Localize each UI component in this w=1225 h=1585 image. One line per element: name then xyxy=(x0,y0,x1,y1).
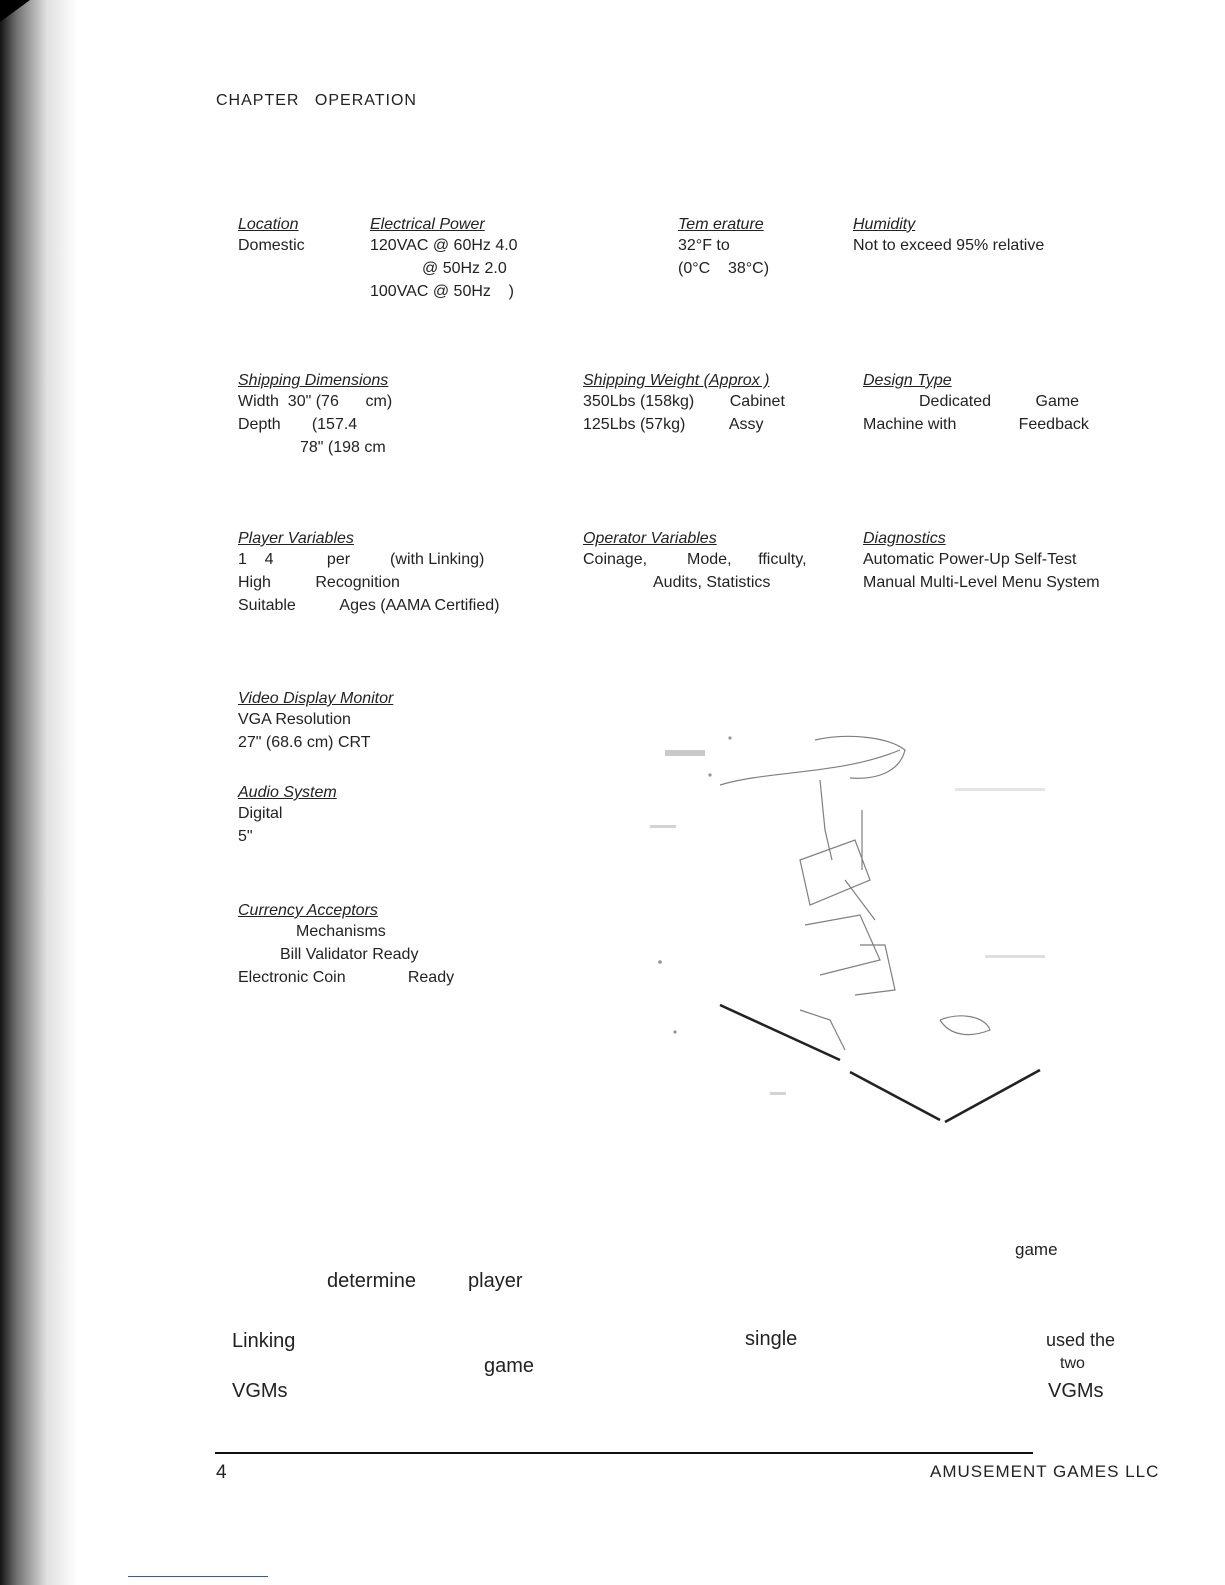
cabinet-illustration xyxy=(600,720,1070,1140)
spec-label: Location xyxy=(238,216,299,233)
spec-humidity xyxy=(853,216,1044,257)
footer-rule xyxy=(215,1452,1033,1454)
body-word: VGMs xyxy=(232,1380,288,1402)
spec-shipping-dimensions xyxy=(238,372,392,459)
body-word: game xyxy=(1015,1240,1058,1259)
spec-line: Dedicated Game xyxy=(919,393,1080,410)
running-header xyxy=(216,92,417,110)
spec-line: 350Lbs (158kg) Cabinet xyxy=(583,393,785,410)
spec-line: Not to exceed 95% relative xyxy=(853,237,1045,254)
spec-temperature xyxy=(678,216,769,280)
spec-line: 120VAC @ 60Hz 4.0 xyxy=(370,237,518,254)
spec-label: Shipping Dimensions xyxy=(238,372,389,389)
body-word: player xyxy=(468,1270,523,1292)
spec-line: 100VAC @ 50Hz ) xyxy=(370,283,514,300)
spec-line: High Recognition xyxy=(238,574,400,591)
chapter-label: CHAPTER xyxy=(216,92,300,109)
spec-line: VGA Resolution xyxy=(238,711,351,728)
spec-video-display xyxy=(238,690,393,754)
spec-electrical xyxy=(370,216,518,303)
bottom-link-underline xyxy=(128,1576,268,1577)
body-word: used the xyxy=(1046,1330,1116,1350)
spec-audio-system xyxy=(238,784,337,848)
spec-design-type xyxy=(863,372,1089,436)
spec-shipping-weight xyxy=(583,372,785,436)
spec-label: Currency Acceptors xyxy=(238,902,378,919)
spec-label: Diagnostics xyxy=(863,530,946,547)
chapter-title: OPERATION xyxy=(314,92,417,109)
spec-label: Electrical Power xyxy=(370,216,485,233)
spec-line: Electronic Coin Ready xyxy=(238,969,455,986)
scan-shadow-edge xyxy=(0,0,78,1585)
footer-company: AMUSEMENT GAMES LLC xyxy=(930,1462,1160,1481)
spec-line: 78" (198 cm xyxy=(300,439,386,456)
spec-label: Humidity xyxy=(853,216,916,233)
body-word: single xyxy=(745,1328,798,1350)
spec-line: 5" xyxy=(238,828,253,845)
spec-line: (0°C 38°C) xyxy=(678,260,770,277)
spec-line: 27" (68.6 cm) CRT xyxy=(238,734,371,751)
body-word: VGMs xyxy=(1048,1380,1104,1402)
spec-label: Player Variables xyxy=(238,530,354,547)
spec-player-variables xyxy=(238,530,499,617)
spec-line: 125Lbs (57kg) Assy xyxy=(583,416,764,433)
spec-location xyxy=(238,216,305,257)
spec-line: Audits, Statistics xyxy=(653,574,771,591)
body-word: game xyxy=(484,1355,535,1377)
spec-line: Depth (157.4 xyxy=(238,416,358,433)
spec-line: Manual Multi-Level Menu System xyxy=(863,574,1100,591)
spec-label: Design Type xyxy=(863,372,952,389)
spec-operator-variables xyxy=(583,530,807,594)
spec-line: Automatic Power-Up Self-Test xyxy=(863,551,1077,568)
body-word: two xyxy=(1060,1355,1085,1372)
spec-line: Machine with Feedback xyxy=(863,416,1089,433)
body-word: Linking xyxy=(232,1330,296,1352)
spec-line: Width 30" (76 cm) xyxy=(238,393,393,410)
spec-line: Bill Validator Ready xyxy=(280,946,419,963)
spec-line: @ 50Hz 2.0 xyxy=(422,260,507,277)
spec-line: Digital xyxy=(238,805,283,822)
spec-line: 32°F to xyxy=(678,237,730,254)
spec-label: Shipping Weight (Approx ) xyxy=(583,372,770,389)
spec-diagnostics xyxy=(863,530,1100,594)
spec-label: Video Display Monitor xyxy=(238,690,394,707)
spec-line: 1 4 per (with Linking) xyxy=(238,551,485,568)
spec-line: Mechanisms xyxy=(296,923,386,940)
spec-line: Coinage, Mode, fficulty, xyxy=(583,551,807,568)
spec-line: Domestic xyxy=(238,237,305,254)
spec-label: Audio System xyxy=(238,784,337,801)
scan-corner-mark xyxy=(0,0,30,22)
body-word: determine xyxy=(327,1270,416,1292)
page-number: 4 xyxy=(216,1462,227,1483)
spec-label: Operator Variables xyxy=(583,530,717,547)
spec-currency-acceptors xyxy=(238,902,454,989)
spec-line: Suitable Ages (AAMA Certified) xyxy=(238,597,500,614)
spec-label: Tem erature xyxy=(678,216,764,233)
